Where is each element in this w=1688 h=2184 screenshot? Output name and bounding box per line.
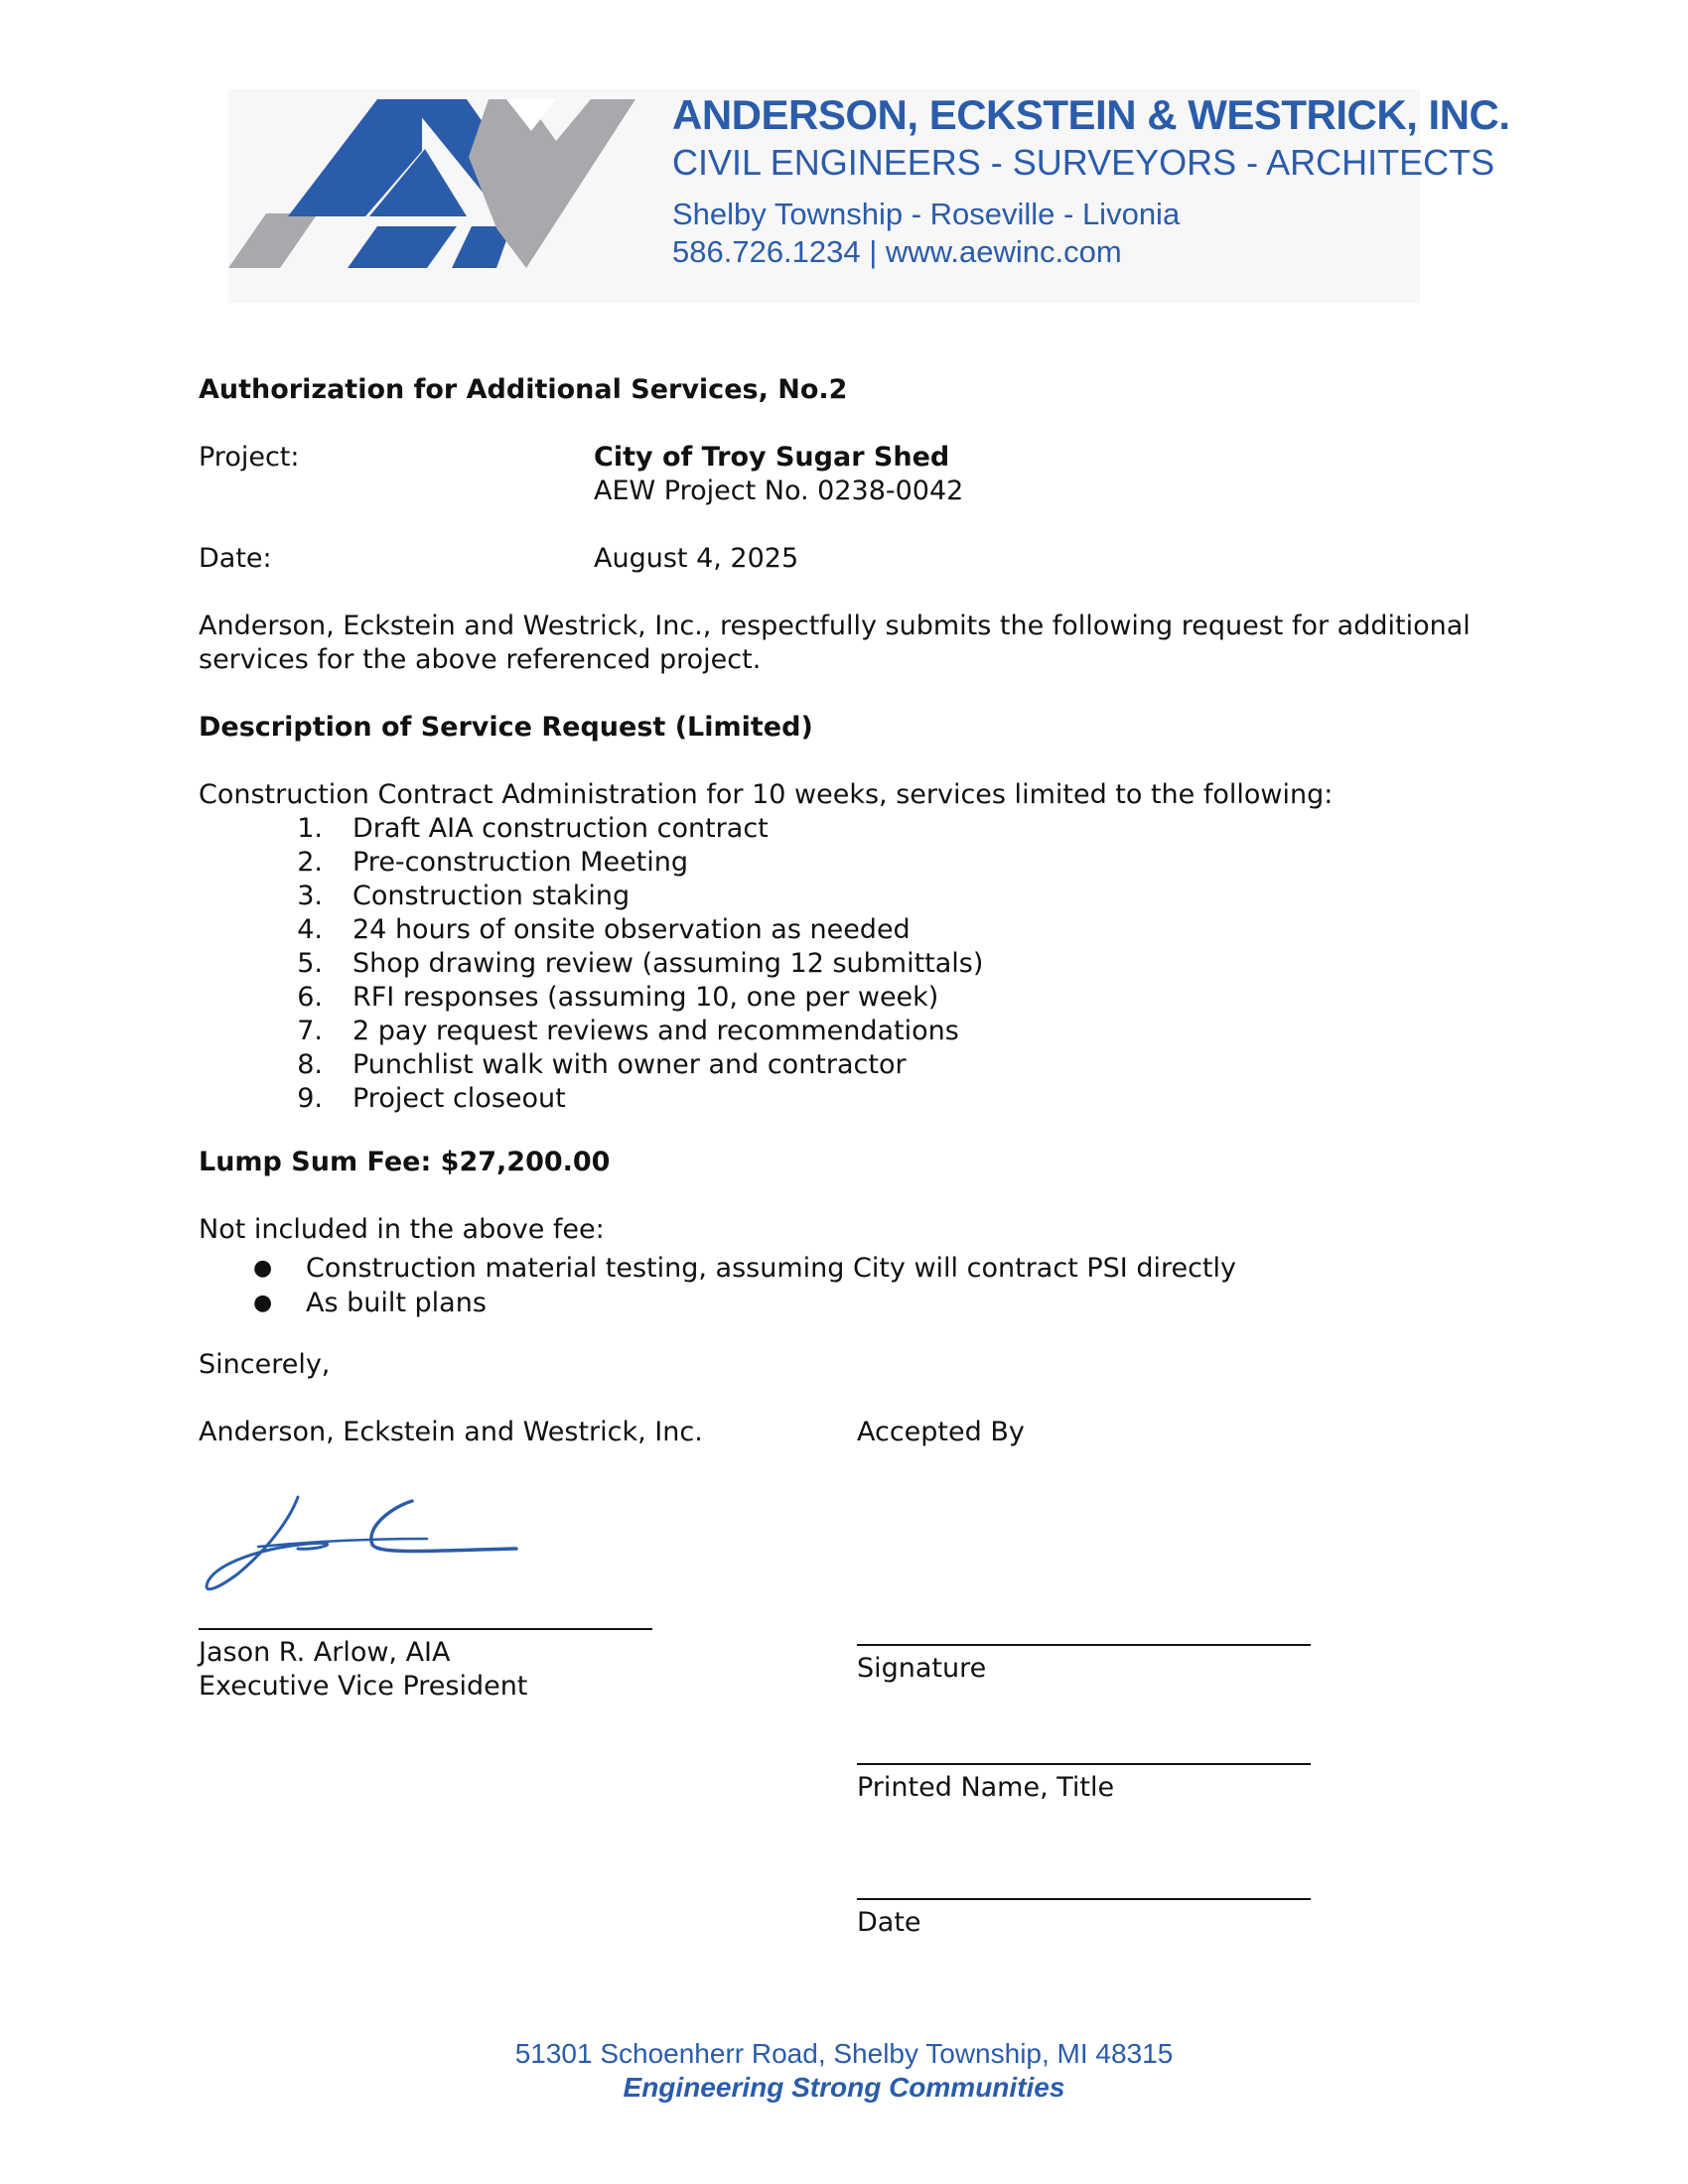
description-heading: Description of Service Request (Limited) [199,712,813,743]
closing: Sincerely, [199,1349,331,1380]
printed-name-label: Printed Name, Title [857,1772,1115,1803]
date-value: August 4, 2025 [594,543,799,574]
footer-address: 51301 Schoenherr Road, Shelby Township, MI 48315 [514,2038,1174,2069]
company-offices: Shelby Township - Roseville - Livonia [672,197,1181,231]
list-item: 2. Pre-construction Meeting [297,847,689,878]
accepted-by-label: Accepted By [857,1417,1025,1447]
bullet-icon: ● [253,1291,273,1315]
list-item: 7. 2 pay request reviews and recommendations [297,1016,959,1046]
footer-slogan: Engineering Strong Communities [623,2072,1065,2103]
lump-sum-fee: Lump Sum Fee: $27,200.00 [199,1147,611,1177]
list-item: 1. Draft AIA construction contract [297,813,769,844]
date-label: Date: [199,543,272,574]
intro-line-1: Anderson, Eckstein and Westrick, Inc., respectfully submits the following request for additional [199,611,1471,641]
list-item: 6. RFI responses (assuming 10, one per week) [297,982,939,1013]
services-intro: Construction Contract Administration for 10 weeks, services limited to the following: [199,779,1334,810]
date-line [857,1898,1311,1900]
exclusions-list [253,1251,1236,1320]
list-item: 3. Construction staking [297,881,631,911]
printed-name-line [857,1763,1311,1765]
company-logo [228,99,655,278]
signer-name: Jason R. Arlow, AIA [199,1637,451,1668]
company-signoff: Anderson, Eckstein and Westrick, Inc. [199,1417,703,1447]
bullet-icon: ● [253,1256,273,1281]
project-label: Project: [199,442,300,473]
services-list [268,812,983,1116]
company-tagline: CIVIL ENGINEERS - SURVEYORS - ARCHITECTS [672,142,1495,183]
acceptance-signature-line [857,1644,1311,1646]
signature-line [199,1628,652,1630]
project-name: City of Troy Sugar Shed [594,442,950,473]
signature-image [199,1489,526,1598]
company-contact: 586.726.1234 | www.aewinc.com [672,234,1122,269]
company-name: ANDERSON, ECKSTEIN & WESTRICK, INC. [672,91,1510,138]
list-item: 8. Punchlist walk with owner and contractor [297,1049,907,1080]
date-sign-label: Date [857,1907,921,1938]
list-item: 9. Project closeout [297,1083,566,1114]
signer-title: Executive Vice President [199,1671,528,1702]
exclusions-intro: Not included in the above fee: [199,1214,605,1245]
list-item: 5. Shop drawing review (assuming 12 submittals) [297,948,984,979]
list-item: ● Construction material testing, assuming City will contract PSI directly [253,1253,1236,1284]
intro-line-2: services for the above referenced project. [199,644,762,675]
list-item: ● As built plans [253,1288,487,1318]
document-title: Authorization for Additional Services, No.2 [199,374,848,405]
list-item: 4. 24 hours of onsite observation as needed [297,914,911,945]
signature-label: Signature [857,1653,987,1684]
project-number: AEW Project No. 0238-0042 [594,476,964,506]
